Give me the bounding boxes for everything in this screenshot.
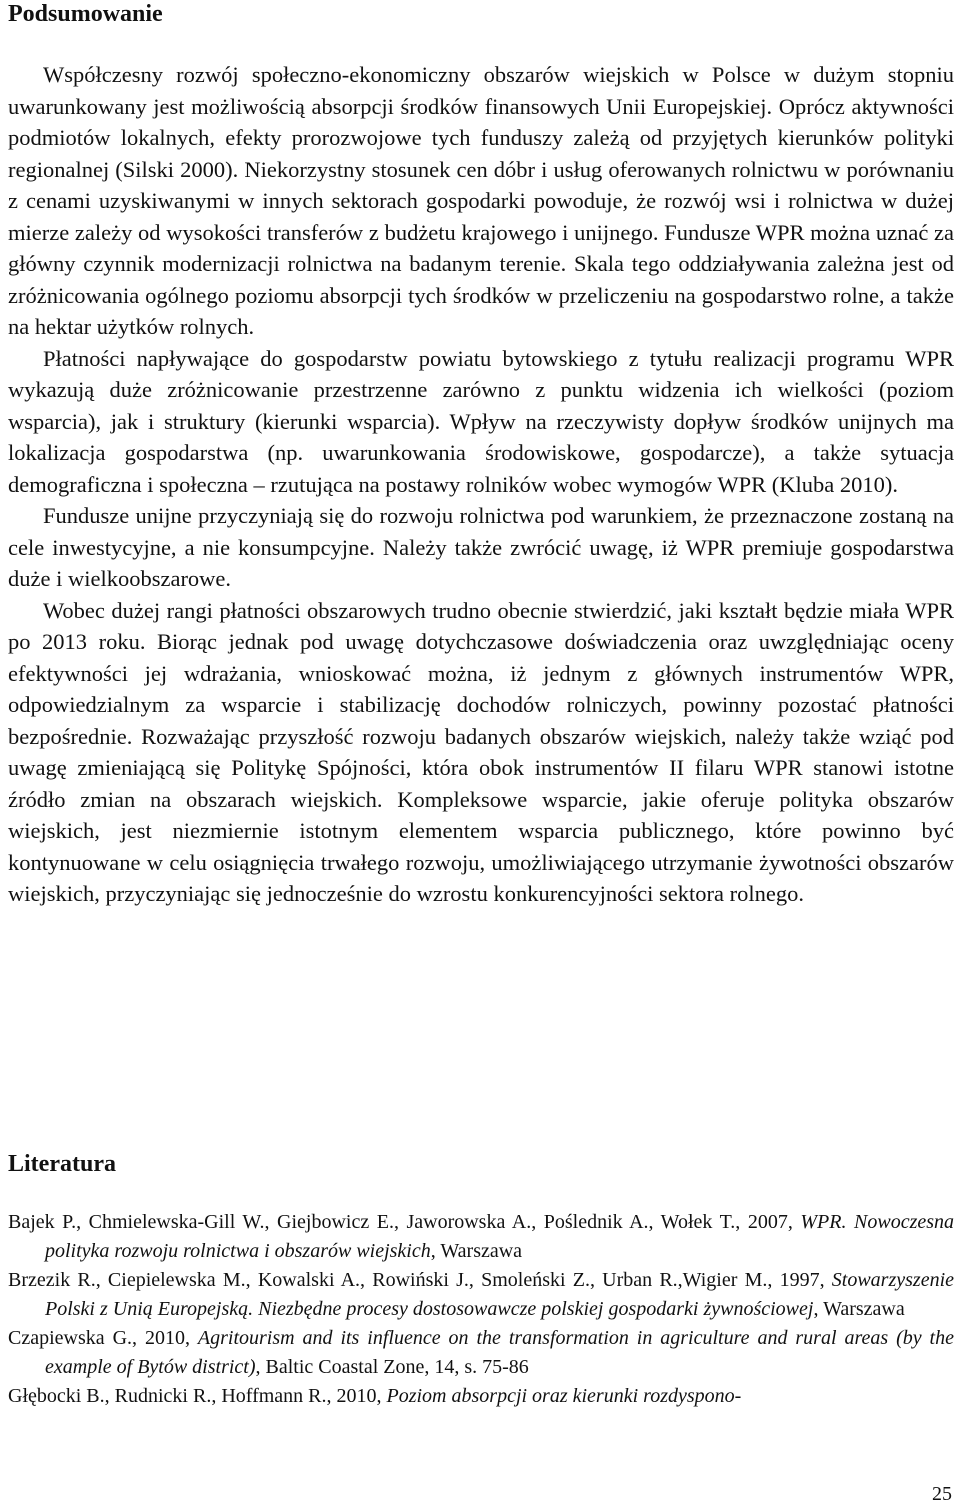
page-number: 25	[932, 1483, 952, 1505]
reference-item	[8, 1266, 954, 1324]
reference-details: , Baltic Coastal Zone, 14, s. 75-86	[255, 1356, 529, 1378]
section-heading-summary: Podsumowanie	[8, 1, 163, 27]
summary-paragraph: Fundusze unijne przyczyniają się do rozwoju rolnictwa pod warunkiem, że przeznaczone zostaną na cele inwestycyjne, a nie konsumpcyjne. Należy także zwrócić uwagę, iż WPR premiuje gospodarstwa duże i wielkoobszarowe.	[8, 503, 954, 591]
summary-paragraph: Współczesny rozwój społeczno-ekonomiczny obszarów wiejskich w Polsce w dużym stopniu uwarunkowany jest możliwością absorpcji środków finansowych Unii Europejskiej. Oprócz aktywności podmiotów lokalnych, efekty prorozwojowe tych funduszy zależą od przyjętych kierunków polityki regionalnej (Silski 2000). Niekorzystny stosunek cen dóbr i usług oferowanych rolnictwu w porównaniu z cenami uzyskiwanymi w innych sektorach gospodarki powoduje, że rozwój wsi i rolnictwa w dużej mierze zależy od wysokości transferów z budżetu krajowego i unijnego. Fundusze WPR można uznać za główny czynnik modernizacji rolnictwa na badanym terenie. Skala tego oddziaływania zależna jest od zróżnicowania ogólnego poziomu absorpcji tych środków w przeliczeniu na gospodarstwo rolne, a także na hektar użytków rolnych.	[8, 62, 954, 339]
reference-details: , Warszawa	[813, 1298, 905, 1320]
reference-title: Stowarzyszenie Polski z Unią Europejską. Niezbędne procesy dostosowawcze polskiej gospodarki żywnościowej	[45, 1269, 954, 1320]
reference-item	[8, 1208, 954, 1266]
reference-title: Poziom absorpcji oraz kierunki rozdyspono-	[386, 1385, 742, 1407]
summary-body	[8, 59, 954, 910]
reference-authors: Głębocki B., Rudnicki R., Hoffmann R., 2010,	[8, 1385, 382, 1407]
reference-title: Agritourism and its influence on the transformation in agriculture and rural areas (by the example of Bytów district)	[45, 1327, 954, 1378]
reference-list	[8, 1208, 954, 1411]
reference-authors: Brzezik R., Ciepielewska M., Kowalski A., Rowiński J., Smoleński Z., Urban R.,Wigier M., 1997,	[8, 1269, 825, 1291]
summary-paragraph: Wobec dużej rangi płatności obszarowych trudno obecnie stwierdzić, jaki kształt będzie miała WPR po 2013 roku. Biorąc jednak pod uwagę dotychczasowe doświadczenia oraz uwzględniając oceny efektywności jej wdrażania, wnioskować można, iż jednym z głównych instrumentów WPR, odpowiedzialnym za wsparcie i stabilizację dochodów rolniczych, powinny pozostać płatności bezpośrednie. Rozważając przyszłość rozwoju badanych obszarów wiejskich, należy także wziąć pod uwagę zmieniającą się Politykę Spójności, która obok instrumentów II filaru WPR stanowi istotne źródło zmian na obszarach wiejskich. Kompleksowe wsparcie, jakie oferuje polityka obszarów wiejskich, jest niezmiernie istotnym elementem wsparcia publicznego, które powinno być kontynuowane w celu osiągnięcia trwałego rozwoju, umożliwiającego utrzymanie żywotności obszarów wiejskich, przyczyniając się jednocześnie do wzrostu konkurencyjności sektora rolnego.	[8, 597, 954, 906]
reference-authors: Czapiewska G., 2010,	[8, 1327, 190, 1349]
section-heading-literature: Literatura	[8, 1151, 116, 1177]
reference-authors: Bajek P., Chmielewska-Gill W., Giejbowicz E., Jaworowska A., Poślednik A., Wołek T., 2007,	[8, 1211, 793, 1233]
reference-title: WPR. Nowoczesna polityka rozwoju rolnictwa i obszarów wiejskich	[45, 1211, 955, 1262]
summary-paragraph: Płatności napływające do gospodarstw powiatu bytowskiego z tytułu realizacji programu WPR wykazują duże zróżnicowanie przestrzenne zarówno z punktu widzenia ich wielkości (poziom wsparcia), jak i struktury (kierunki wsparcia). Wpływ na rzeczywisty dopływ środków unijnych ma lokalizacja gospodarstwa (np. uwarunkowania środowiskowe, gospodarcze), a także sytuacja demograficzna i społeczna – rzutująca na postawy rolników wobec wymogów WPR (Kluba 2010).	[8, 345, 954, 497]
reference-item	[8, 1324, 954, 1382]
reference-item	[8, 1382, 954, 1411]
reference-details: , Warszawa	[430, 1240, 523, 1262]
